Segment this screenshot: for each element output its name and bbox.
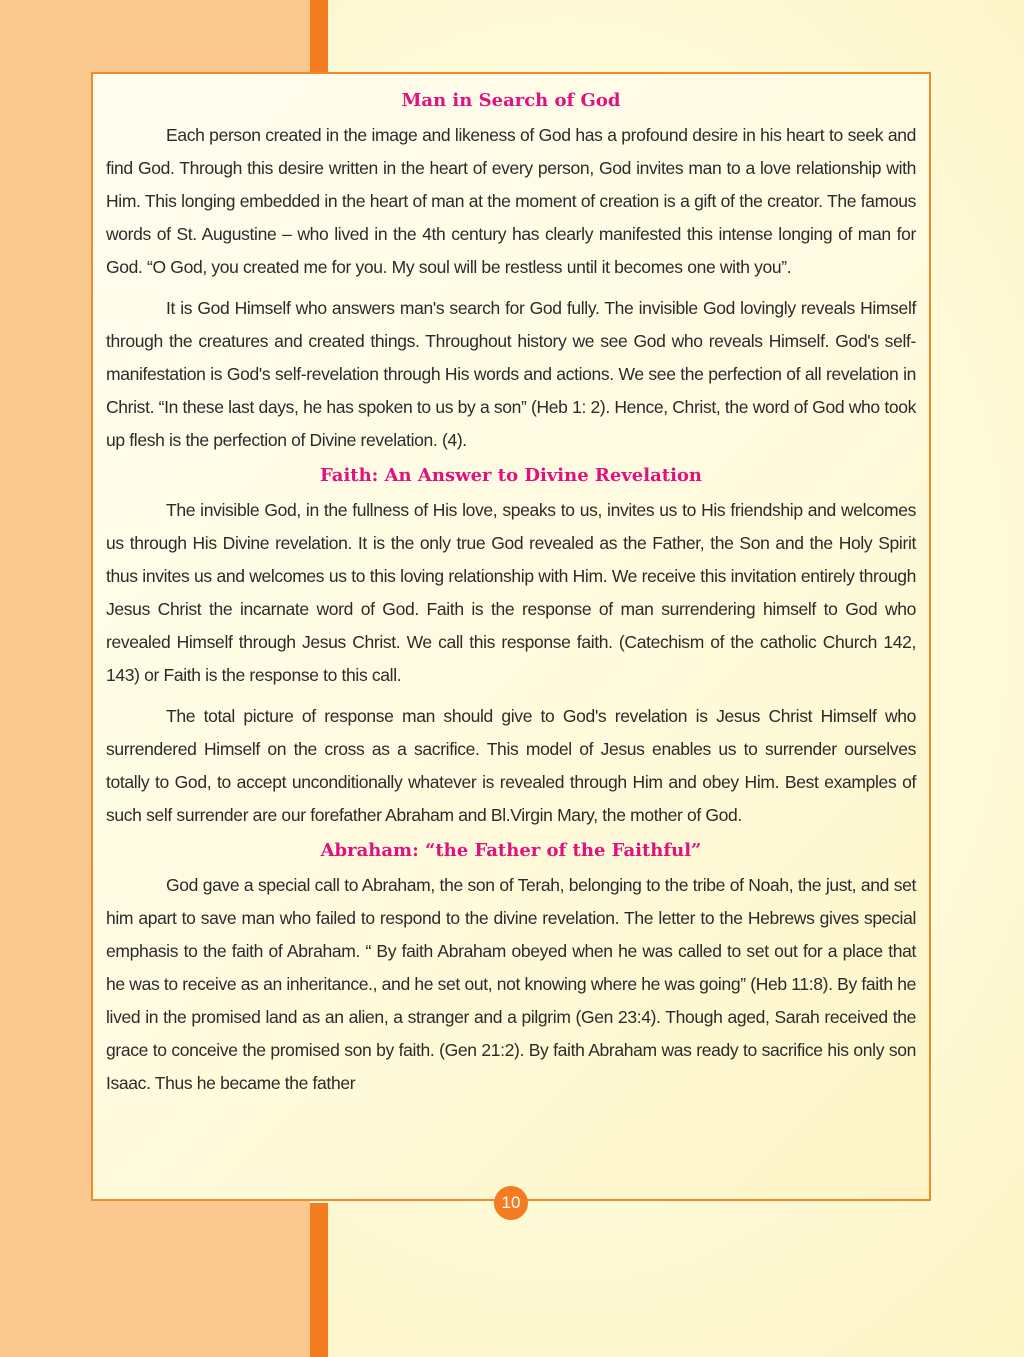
paragraph: Each person created in the image and likeness of God has a profound desire in his heart to seek and find God. Through this desire written in the heart of every person, God invites man to a love relationship with Him. This longing embedded in the heart of man at the moment of creation is a gift of the creator. The famous words of St. Augustine – who lived in the 4th century has clearly manifested this intense longing of man for God. “O God, you created me for you. My soul will be restless until it becomes one with you”.: [106, 125, 916, 277]
section-heading-man-in-search: Man in Search of God: [401, 90, 621, 111]
paragraph: The invisible God, in the fullness of His love, speaks to us, invites us to His friendship and welcomes us through His Divine revelation. It is the only true God revealed as the Father, the Son and the Holy Spirit thus invites us and welcomes us to this loving relationship with Him. We receive this invitation entirely through Jesus Christ the incarnate word of God. Faith is the response of man surrendering himself to God who revealed Himself through Jesus Christ. We call this response faith. (Catechism of the catholic Church 142, 143) or Faith is the response to this call.: [106, 500, 916, 685]
paragraph: It is God Himself who answers man's search for God fully. The invisible God lovingly reveals Himself through the creatures and created things. Throughout history we see God who reveals Himself. God's self-manifestation is God's self-revelation through His words and actions. We see the perfection of all revelation in Christ. “In these last days, he has spoken to us by a son” (Heb 1: 2). Hence, Christ, the word of God who took up flesh is the perfection of Divine revelation. (4).: [106, 298, 916, 450]
orange-accent-bar-top: [310, 0, 328, 72]
page-number-badge: 10: [494, 1186, 528, 1220]
paragraph: The total picture of response man should give to God's revelation is Jesus Christ Himself who surrendered Himself on the cross as a sacrifice. This model of Jesus enables us to surrender ourselves totally to God, to accept unconditionally whatever is revealed through Him and obey Him. Best examples of such self surrender are our forefather Abraham and Bl.Virgin Mary, the mother of God.: [106, 706, 916, 825]
section-heading-faith: Faith: An Answer to Divine Revelation: [319, 465, 703, 486]
content-panel: [91, 72, 931, 1201]
paragraph: God gave a special call to Abraham, the son of Terah, belonging to the tribe of Noah, the just, and set him apart to save man who failed to respond to the divine revelation. The letter to the Hebrews gives special emphasis to the faith of Abraham. “ By faith Abraham obeyed when he was called to set out for a place that he was to receive as an inheritance., and he set out, not knowing where he was going” (Heb 11:8). By faith he lived in the promised land as an alien, a stranger and a pilgrim (Gen 23:4). Though aged, Sarah received the grace to conceive the promised son by faith. (Gen 21:2). By faith Abraham was ready to sacrifice his only son Isaac. Thus he became the father: [106, 875, 916, 1093]
section-heading-abraham: Abraham: “the Father of the Faithful”: [320, 840, 702, 861]
orange-accent-bar-bottom: [310, 1203, 328, 1357]
